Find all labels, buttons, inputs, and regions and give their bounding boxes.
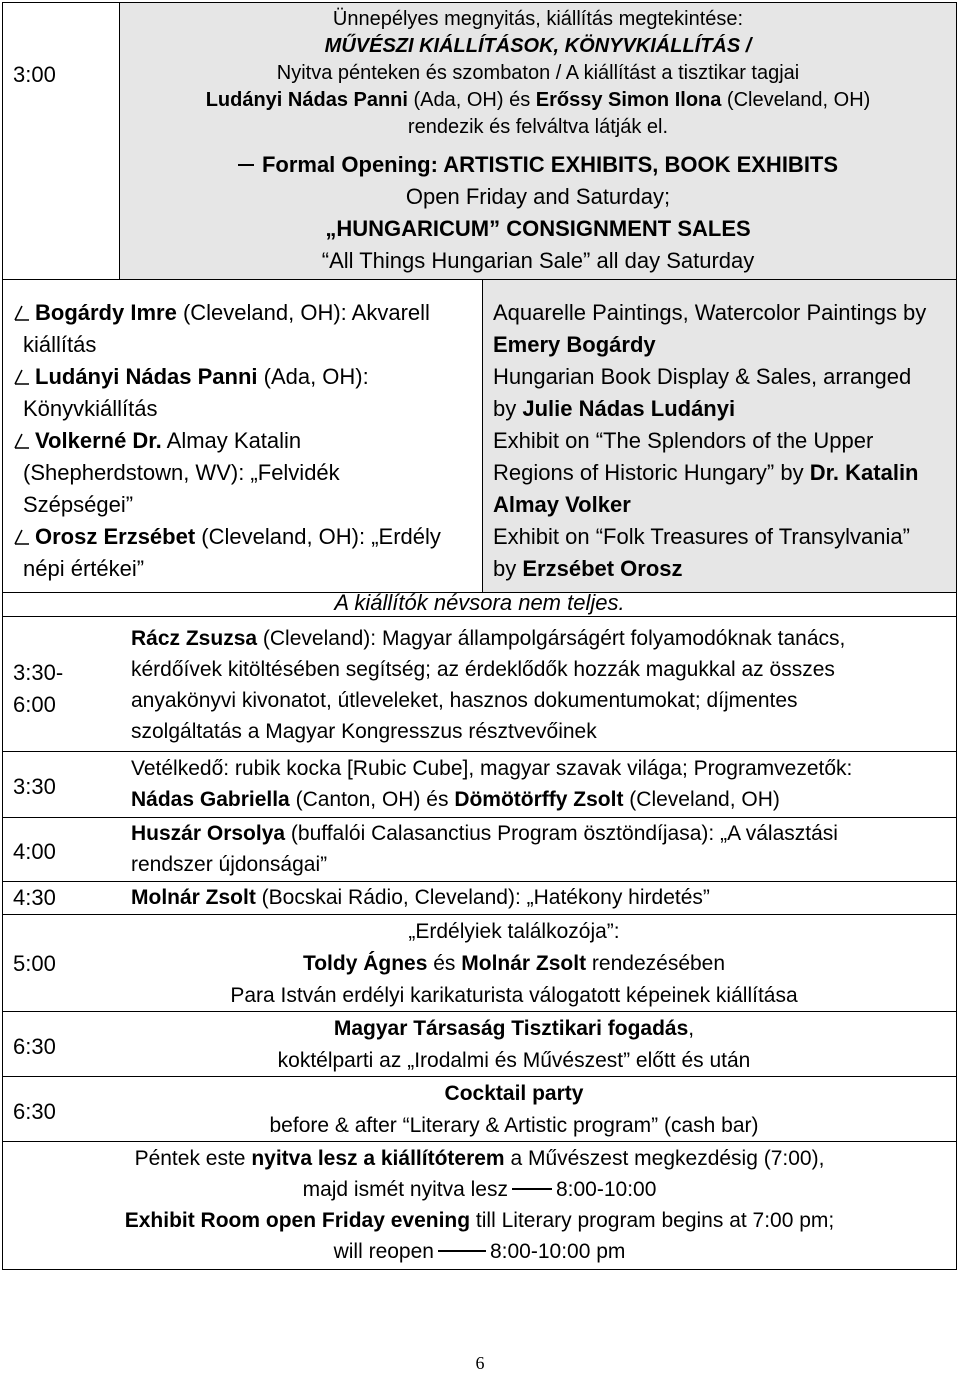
- diamond-bullet-icon: [13, 429, 31, 451]
- reception-text: Magyar Társaság Tisztikari fogadás, koktélparti az „Irodalmi és Művészest” előtt és után: [277, 1017, 751, 1072]
- row-630-reception: [3, 1013, 956, 1079]
- time-label: 4:00: [13, 839, 56, 864]
- time-label: 6:30: [13, 1099, 56, 1124]
- en-line2: Open Friday and Saturday;: [405, 184, 671, 209]
- hours-hu-line2: majd ismét nyitva lesz 8:00-10:00: [302, 1178, 657, 1201]
- exhibit-en-4: Exhibit on “Folk Treasures of Transylvania” by Erzsébet Orosz: [493, 524, 910, 581]
- row-400: [3, 818, 956, 884]
- row-330-600: [3, 623, 956, 753]
- row-330: [3, 753, 956, 819]
- diamond-bullet-icon: [13, 525, 31, 547]
- exhibit-hu-3: Volkerné Dr. Almay Katalin (Shepherdstown, WV): „Felvidék Szépségei”: [13, 425, 473, 521]
- time-label: 5:00: [13, 951, 56, 976]
- diamond-bullet-icon: [13, 365, 31, 387]
- row-500: [3, 916, 956, 1014]
- hours-en-line1: Exhibit Room open Friday evening till Literary program begins at 7:00 pm;: [124, 1209, 835, 1232]
- page-number: 6: [475, 1353, 485, 1373]
- time-label: 3:30: [13, 774, 56, 799]
- exhibit-hu-4: Orosz Erzsébet (Cleveland, OH): „Erdély népi értékei”: [13, 521, 473, 585]
- time-label: 3:30- 6:00: [13, 660, 64, 717]
- row-630-cocktail: [3, 1078, 956, 1142]
- diamond-bullet-icon: [13, 301, 31, 323]
- exhibits-en-column: [493, 297, 953, 585]
- opening-cell: [120, 3, 956, 279]
- exhibit-hu-1: Bogárdy Imre (Cleveland, OH): Akvarell kiállítás: [13, 297, 473, 361]
- hu-line5: rendezik és felváltva látják el.: [407, 116, 669, 138]
- exhibits-hu-column: [13, 297, 473, 585]
- hu-line4: Ludányi Nádas Panni (Ada, OH) és Erőssy Simon Ilona (Cleveland, OH): [205, 89, 871, 111]
- time-label: 4:30: [13, 885, 56, 910]
- transylvanian-meeting-text: „Erdélyiek találkozója”: Toldy Ágnes és Molnár Zsolt rendezésében Para István erdélyi karikaturista válogatott képeinek kiállítása: [230, 920, 798, 1007]
- row-430: [3, 882, 956, 912]
- en-line3: „HUNGARICUM” CONSIGNMENT SALES: [325, 216, 751, 241]
- lecture-text: Huszár Orsolya (buffalói Calasanctius Program ösztöndíjasa): „A választási rendszer újdonságai”: [131, 822, 838, 876]
- exhibits-section: [3, 280, 956, 592]
- hu-line3: Nyitva pénteken és szombaton / A kiállítást a tisztikar tagjai: [276, 62, 800, 84]
- hours-hu-line1: Péntek este nyitva lesz a kiállítóterem a Művészest megkezdésig (7:00),: [134, 1147, 825, 1170]
- lecture-text: Molnár Zsolt (Bocskai Rádio, Cleveland): „Hatékony hirdetés”: [131, 886, 710, 909]
- exhibit-en-3: Exhibit on “The Splendors of the Upper Regions of Historic Hungary” by Dr. Katalin Almay Volker: [493, 428, 919, 517]
- quiz-text: Vetélkedő: rubik kocka [Rubic Cube], magyar szavak világa; Programvezetők: Nádas Gabriella (Canton, OH) és Dömötörffy Zsolt (Cleveland, OH): [131, 757, 853, 811]
- en-line4: “All Things Hungarian Sale” all day Saturday: [321, 248, 755, 273]
- hu-line1: Ünnepélyes megnyitás, kiállítás megtekintése:: [332, 8, 744, 30]
- exhibit-room-hours: [3, 1143, 956, 1267]
- exhibit-en-2: Hungarian Book Display & Sales, arranged by Julie Nádas Ludányi: [493, 364, 912, 421]
- hu-line2: MŰVÉSZI KIÁLLÍTÁSOK, KÖNYVKIÁLLÍTÁS /: [324, 35, 752, 57]
- exhibits-note: A kiállítók névsora nem teljes.: [334, 590, 625, 615]
- time-label: 3:00: [13, 62, 56, 87]
- row-300: [3, 3, 956, 279]
- en-line1: Formal Opening: ARTISTIC EXHIBITS, BOOK EXHIBITS: [120, 149, 956, 181]
- program-table: [2, 2, 957, 1270]
- exhibit-hu-2: Ludányi Nádas Panni (Ada, OH): Könyvkiállítás: [13, 361, 473, 425]
- time-label: 6:30: [13, 1034, 56, 1059]
- exhibit-en-1: Aquarelle Paintings, Watercolor Paintings by Emery Bogárdy: [493, 300, 927, 357]
- hours-en-line2: will reopen 8:00-10:00 pm: [333, 1240, 626, 1263]
- consular-help-text: Rácz Zsuzsa (Cleveland): Magyar állampolgárságért folyamodóknak tanács, kérdőívek kitöltésében segítség; az érdeklődők hozzák magukkal az összes anyakönyvi kivonatot, útleveleket, hasznos dokumentumokat; díjmentes szolgáltatás a Magyar Kongresszus résztvevőinek: [131, 627, 846, 743]
- cocktail-text: Cocktail party before & after “Literary & Artistic program” (cash bar): [269, 1082, 759, 1137]
